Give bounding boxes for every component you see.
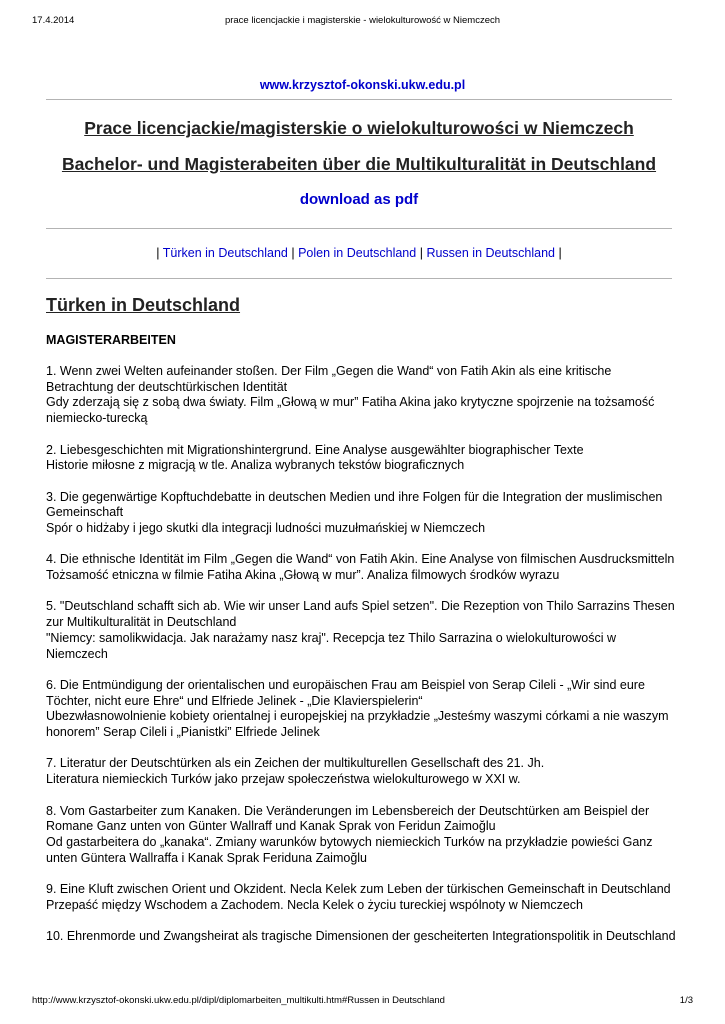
list-item xyxy=(46,929,676,945)
nav-separator: | xyxy=(156,246,160,260)
entry-title-polish: Gdy zderzają się z sobą dwa światy. Film „Głową w mur” Fatiha Akina jako krytyczne spojrzenie na tożsamość niemiecko-turecką xyxy=(46,395,655,426)
entry-title-german: 7. Literatur der Deutschtürken als ein Zeichen der multikulturellen Gesellschaft des 21. Jh. xyxy=(46,756,545,771)
divider xyxy=(46,228,672,229)
entry-title-german: 1. Wenn zwei Welten aufeinander stoßen. Der Film „Gegen die Wand“ von Fatih Akin als eine kritische Betrachtung der deutschtürkischen Identität xyxy=(46,364,612,394)
entry-title-german: 10. Ehrenmorde und Zwangsheirat als tragische Dimensionen der gescheiterten Integrationspolitik in Deutschland xyxy=(46,929,676,944)
list-item xyxy=(46,364,676,427)
print-url: http://www.krzysztof-okonski.ukw.edu.pl/dipl/diplomarbeiten_multikulti.htm#Russen in Deutschland xyxy=(32,995,445,1006)
entry-title-polish: Od gastarbeitera do „kanaka“. Zmiany warunków bytowych niemieckich Turków na przykładzie powieści Ganz unten Güntera Wallraffa i Kanak Sprak Feriduna Zaimoğlu xyxy=(46,834,653,865)
list-item xyxy=(46,443,676,474)
download-pdf-link[interactable]: download as pdf xyxy=(299,191,419,208)
entry-title-german: 2. Liebesgeschichten mit Migrationshintergrund. Eine Analyse ausgewählter biographischer Texte xyxy=(46,442,584,457)
print-header xyxy=(32,15,693,27)
page-title-polish: Prace licencjackie/magisterskie o wielokulturowości w Niemczech xyxy=(84,118,634,138)
entry-title-polish: Spór o hidżaby i jego skutki dla integracji ludności muzułmańskiej w Niemczech xyxy=(46,521,486,535)
entry-title-polish: Przepaść między Wschodem a Zachodem. Necla Kelek o życiu tureckiej wspólnoty w Niemczech xyxy=(46,897,584,912)
print-date: 17.4.2014 xyxy=(32,15,75,26)
nav-link-russen[interactable]: Russen in Deutschland xyxy=(426,246,555,260)
section-nav xyxy=(46,246,672,260)
nav-separator: | xyxy=(558,246,562,260)
entry-title-german: 4. Die ethnische Identität im Film „Gegen die Wand“ von Fatih Akin. Eine Analyse von filmischen Ausdrucksmitteln xyxy=(46,552,675,567)
site-link[interactable]: www.krzysztof-okonski.ukw.edu.pl xyxy=(259,78,466,92)
nav-link-polen[interactable]: Polen in Deutschland xyxy=(298,246,417,260)
list-item xyxy=(46,882,676,913)
divider xyxy=(46,99,672,100)
section-title: Türken in Deutschland xyxy=(46,295,241,315)
entry-title-polish: Ubezwłasnowolnienie kobiety orientalnej i europejskiej na przykładzie „Jesteśmy waszymi córkami a nie waszym honorem” Serap Cileli i „Pianistki” Elfriede Jelinek xyxy=(46,709,669,740)
list-item xyxy=(46,490,676,537)
list-item xyxy=(46,804,676,867)
thesis-list xyxy=(46,364,676,961)
list-item xyxy=(46,678,676,741)
subheading: MAGISTERARBEITEN xyxy=(46,333,176,347)
entry-title-polish: Literatura niemieckich Turków jako przejaw społeczeństwa wielokulturowego w XXI w. xyxy=(46,772,521,787)
entry-title-german: 6. Die Entmündigung der orientalischen und europäischen Frau am Beispiel von Serap Cileli - „Wir sind eure Töchter, nicht eure Ehre“ und Elfriede Jelinek - „Die Klavierspielerin“ xyxy=(46,677,645,708)
list-item xyxy=(46,756,676,787)
print-document-title: prace licencjackie i magisterskie - wielokulturowość w Niemczech xyxy=(224,15,501,26)
print-footer xyxy=(32,995,693,1007)
nav-link-turken[interactable]: Türken in Deutschland xyxy=(162,246,288,260)
entry-title-polish: "Niemcy: samolikwidacja. Jak narażamy nasz kraj". Recepcja tez Thilo Sarrazina o wielokulturowości w Niemczech xyxy=(46,630,616,661)
divider xyxy=(46,278,672,279)
nav-separator: | xyxy=(419,246,423,260)
entry-title-german: 3. Die gegenwärtige Kopftuchdebatte in deutschen Medien und ihre Folgen für die Integration der muslimischen Gemeinschaft xyxy=(46,489,663,520)
entry-title-polish: Historie miłosne z migracją w tle. Analiza wybranych tekstów biograficznych xyxy=(46,458,465,473)
list-item xyxy=(46,552,676,583)
page-number: 1/3 xyxy=(679,995,693,1006)
nav-separator: | xyxy=(291,246,295,260)
entry-title-german: 8. Vom Gastarbeiter zum Kanaken. Die Veränderungen im Lebensbereich der Deutschtürken am Beispiel der Romane Ganz unten von Günter Wallraff und Kanak Sprak von Feridun Zaimoğlu xyxy=(46,803,650,834)
entry-title-german: 9. Eine Kluft zwischen Orient und Okzident. Necla Kelek zum Leben der türkischen Gemeinschaft in Deutschland xyxy=(46,882,671,897)
entry-title-polish: Tożsamość etniczna w filmie Fatiha Akina „Głową w mur”. Analiza filmowych środków wyrazu xyxy=(46,568,560,583)
entry-title-german: 5. "Deutschland schafft sich ab. Wie wir unser Land aufs Spiel setzen". Die Rezeption von Thilo Sarrazins Thesen zur Multikulturalität in Deutschland xyxy=(46,599,675,630)
list-item xyxy=(46,599,676,662)
page-title-german: Bachelor- und Magisterabeiten über die Multikulturalität in Deutschland xyxy=(61,154,657,174)
